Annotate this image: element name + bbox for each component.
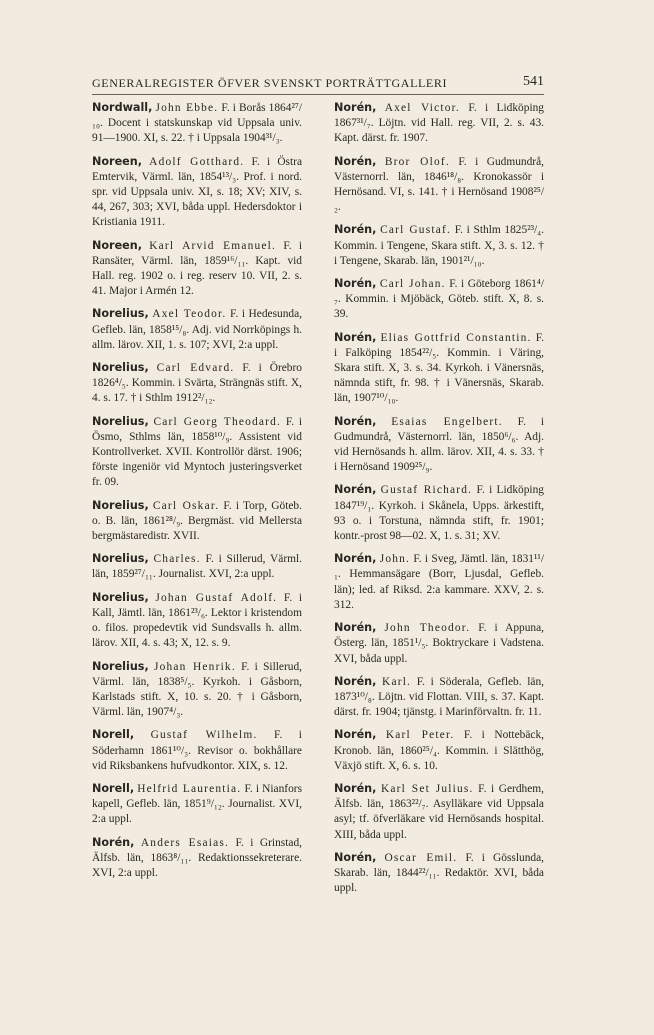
entry-surname: Norell, <box>92 728 135 742</box>
entry-surname: Norelius, <box>92 590 149 604</box>
entry-given-names: Oscar Emil. <box>384 851 458 864</box>
entry-given-names: Esaias Engelbert. <box>391 415 503 428</box>
register-entry <box>334 674 544 721</box>
register-entry <box>92 154 302 231</box>
header-title: GENERALREGISTER ÖFVER SVENSKT PORTRÄTTGALLERI <box>92 76 448 90</box>
register-entry <box>92 727 302 774</box>
register-entry <box>334 727 544 774</box>
entry-text: F. i Sillerud, Värml. län, 1859²⁷/₁₁. Journalist. XVI, 2:a uppl. <box>92 553 302 581</box>
entry-text: F. i Gösslunda, Skarab. län, 1844²²/₁₁. Redaktör. XVI, båda uppl. <box>334 851 545 895</box>
entry-surname: Norelius, <box>92 307 149 321</box>
entry-given-names: Karl Set Julius. <box>380 782 474 795</box>
entry-text: F. i Gudmundrå, Västernorrl. län, 1846¹⁸/₈. Kronokassör i Hernösand. VI, s. 141. † i Hernösand 1908²⁵/₂. <box>334 155 544 214</box>
entry-surname: Nordwall, <box>92 101 153 114</box>
register-entry <box>334 482 544 544</box>
entry-text: F. i Nianfors kapell, Gefleb. län, 1851⁹/₁₂. Journalist. XVI, 2:a uppl. <box>92 782 302 826</box>
entry-given-names: Johan Gustaf Adolf. <box>155 591 278 604</box>
entry-given-names: Charles. <box>153 553 201 566</box>
entry-surname: Norén, <box>334 728 377 742</box>
entry-text: F. i Gerdhem, Älfsb. län, 1863²²/₇. Asylläkare vid Uppsala asyl; tf. öfverläkare vid Hernösands hospital. XIII, båda uppl. <box>334 782 544 841</box>
entry-surname: Norén, <box>334 674 377 688</box>
entry-given-names: Axel Teodor. <box>152 308 227 321</box>
register-entry <box>334 551 544 613</box>
entry-surname: Norén, <box>92 835 135 849</box>
entry-surname: Norén, <box>334 781 377 795</box>
entry-given-names: John Ebbe. <box>155 102 219 114</box>
register-entry <box>334 222 544 269</box>
entry-given-names: Adolf Gotthard. <box>149 155 245 168</box>
left-column <box>92 100 302 888</box>
entry-given-names: Helfrid Laurentia. <box>137 782 242 795</box>
register-entry <box>334 154 544 216</box>
register-entry <box>334 330 544 407</box>
register-entry <box>92 238 302 300</box>
header-rule <box>92 94 544 95</box>
entry-text: F. i Ransäter, Värml. län, 1859¹⁶/₁₁. Kapt. vid Hall. reg. 1902 o. i reg. reserv 10. VII, 2. s. 41. Major i Armén 12. <box>92 239 302 298</box>
entry-surname: Norén, <box>334 483 377 497</box>
register-entry <box>92 551 302 582</box>
entry-text: F. i Nottebäck, Kronob. län, 1860²⁵/₄. Kommin. i Slätthög, Växjö stift. X, 6. s. 10. <box>334 729 544 772</box>
entry-text: F. i Söderala, Gefleb. län, 1873¹⁰/₈. Löjtn. vid Flottan. VIII, s. 37. Kapt. därst. fr. 1904; tjänstg. i Marinförvaltn. fr. 11. <box>334 675 544 719</box>
entry-text: F. i Kall, Jämtl. län, 1861²³/₆. Lektor i kristendom o. filos. propedevtik vid Sundsvalls h. allm. lärov. XII, 4. s. 43; X, 12. s. 9. <box>92 591 302 650</box>
register-entry <box>92 781 302 828</box>
entry-given-names: Carl Johan. <box>379 278 446 291</box>
page-number: 541 <box>523 74 544 89</box>
register-entry <box>334 414 544 476</box>
register-entry <box>334 781 544 843</box>
entry-text: F. i Sthlm 1825²³/₄. Kommin. i Tengene, Skara stift. X, 3. s. 12. † i Tengene, Skarab. län, 1901²¹/₁₀. <box>334 224 545 267</box>
entry-surname: Norén, <box>334 223 377 237</box>
entry-text: F. i Göteborg 1861⁴/₇. Kommin. i Mjöbäck, Göteb. stift. X, 8. s. 39. <box>334 278 544 321</box>
entry-text: F. i Örebro 1826⁴/₅. Kommin. i Svärta, Strängnäs stift. X, 4. s. 17. † i Sthlm 1912²/₁₂. <box>92 362 302 405</box>
entry-text: F. i Borås 1864²⁷/₁₀. Docent i statskunskap vid Uppsala univ. 91—1900. XI, s. 22. † i Uppsala 1904³¹/₃. <box>92 102 303 145</box>
entry-text: F. i Lidköping 1847¹⁹/₁. Kyrkoh. i Skånela, Upps. ärkestift, 93 o. i Torstuna, nämnda stift, fr. 1901; kontr.-prost 98—02. X, 1. s. 31; XV. <box>334 484 544 543</box>
entry-given-names: Anders Esaias. <box>140 836 230 849</box>
entry-surname: Norén, <box>334 621 377 635</box>
entry-given-names: Axel Victor. <box>384 102 461 114</box>
entry-surname: Norelius, <box>92 414 149 428</box>
entry-text: F. i Grinstad, Älfsb. län, 1863⁸/₁₁. Redaktionssekreterare. XVI, 2:a uppl. <box>92 836 302 879</box>
entry-given-names: Carl Gustaf. <box>380 224 451 237</box>
entry-surname: Norén, <box>334 101 377 114</box>
register-entry <box>92 100 302 147</box>
entry-surname: Norelius, <box>92 659 149 673</box>
entry-given-names: Bror Olof. <box>384 155 450 168</box>
register-entry <box>92 590 302 652</box>
entry-surname: Norén, <box>334 154 377 168</box>
entry-given-names: John Theodor. <box>384 622 471 635</box>
entry-text: F. i Lidköping 1867³¹/₇. Löjtn. vid Hall. reg. VII, 2. s. 43. Kapt. därst. fr. 1907. <box>334 102 544 145</box>
entry-surname: Noreen, <box>92 154 142 168</box>
register-entry <box>334 620 544 667</box>
register-entry <box>334 100 544 147</box>
entry-surname: Norén, <box>334 414 377 428</box>
entry-surname: Norén, <box>334 552 377 566</box>
entry-given-names: Karl Peter. <box>385 729 455 742</box>
entry-text: F. i Gudmundrå, Västernorrl. län, 1850⁶/₆. Adj. vid Hernösands h. allm. lärov. XII, 4. s. 33. † i Hernösand 1909²⁵/₉. <box>334 415 544 474</box>
entry-surname: Norelius, <box>92 361 149 375</box>
entry-surname: Noreen, <box>92 238 142 252</box>
entry-surname: Norelius, <box>92 498 149 512</box>
entry-text: F. i Ösmo, Sthlms län, 1858¹⁰/₉. Assistent vid Kontrollverket. XVII. Kontrollör därst. 1906; förste ingeniör vid Myntoch justeringsverket fr. 09. <box>92 415 302 489</box>
entry-surname: Norén, <box>334 850 377 864</box>
register-entry <box>92 835 302 882</box>
entry-text: F. i Appuna, Österg. län, 1851¹/₅. Boktryckare i Vadstena. XVI, båda uppl. <box>334 622 544 665</box>
entry-surname: Norén, <box>334 277 377 291</box>
entry-given-names: Karl Arvid Emanuel. <box>149 239 277 252</box>
entry-given-names: Karl. <box>382 675 412 688</box>
entry-text: F. i Sillerud, Värml. län, 1838⁵/₅. Kyrkoh. i Gåsborn, Karlstads stift. X, 10. s. 20. † i Gåsborn, Värml. län, 1907⁴/₃. <box>92 660 302 719</box>
entry-surname: Norell, <box>92 781 135 795</box>
entry-text: F. i Östra Emtervik, Värml. län, 1854¹³/₃. Prof. i nord. spr. vid Uppsala univ. XI, s. 18; XV; XIV, s. 44, 267, 303; XVI, båda uppl. Hedersdoktor i Kristiania 1911. <box>92 155 302 229</box>
entry-surname: Norén, <box>334 330 377 344</box>
entry-given-names: Gustaf Wilhelm. <box>150 729 258 742</box>
entry-given-names: John. <box>379 553 411 566</box>
register-entry <box>92 360 302 407</box>
entry-given-names: Carl Georg Theodard. <box>153 415 282 428</box>
entry-given-names: Gustaf Richard. <box>380 484 473 497</box>
entry-text: F. i Hedesunda, Gefleb. län, 1858¹⁵/₈. Adj. vid Norrköpings h. allm. lärov. XII, 1. s. 107; XVI, 2:a uppl. <box>92 308 303 351</box>
register-entry <box>92 414 302 491</box>
register-entry <box>92 306 302 353</box>
entry-text: F. i Söderhamn 1861¹⁰/₃. Revisor o. bokhållare vid Riksbankens hufvudkontor. XIX, s. 12. <box>92 729 302 772</box>
register-entry <box>92 659 302 721</box>
register-entry <box>334 276 544 323</box>
entry-text: F. i Sveg, Jämtl. län, 1831¹¹/₁. Hemmansägare (Borr, Ljusdal, Gefleb. län); led. af Riksd. 2:a kammare. XXV, 2. s. 312. <box>334 553 544 611</box>
register-entry <box>92 498 302 545</box>
entry-text: F. i Torp, Göteb. o. B. län, 1861²⁸/₉. Bergmäst. vid Mellersta bergmästaredistr. XVII. <box>92 499 302 543</box>
register-entry <box>334 850 544 897</box>
right-column <box>334 100 544 903</box>
entry-given-names: Johan Henrik. <box>153 660 236 673</box>
entry-surname: Norelius, <box>92 552 149 566</box>
entry-given-names: Carl Oskar. <box>152 499 220 512</box>
entry-given-names: Carl Edvard. <box>156 362 235 375</box>
entry-given-names: Elias Gottfrid Constantin. <box>380 331 532 344</box>
entry-text: F. i Falköping 1854²²/₅. Kommin. i Väring, Skara stift. X, 3. s. 34. Kyrkoh. i Vänersnäs, nämnda stift, fr. 98. † i Vänersnäs, Skarab. län, 1907¹⁰/₁₀. <box>334 331 544 405</box>
